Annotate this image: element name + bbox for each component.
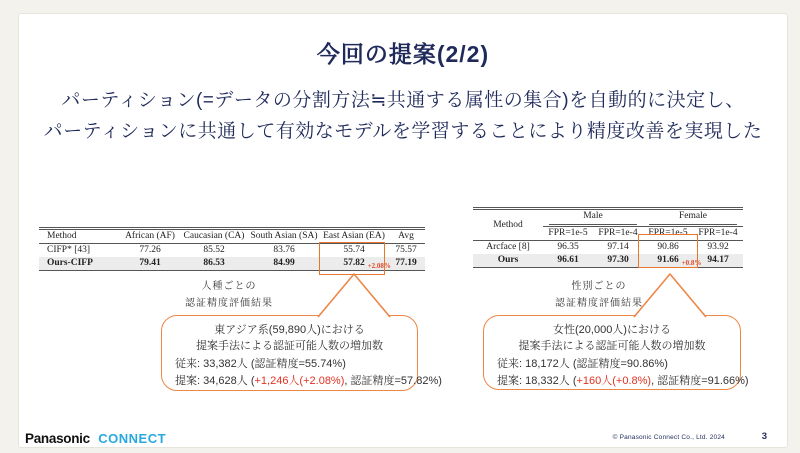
gender-row1-m4: 97.14: [607, 242, 629, 252]
gender-col-male-fpr5: FPR=1e-5: [543, 227, 593, 241]
slide-title: 今回の提案(2/2): [316, 41, 490, 67]
race-caption-line-2: 認証精度評価結果: [185, 298, 273, 309]
race-callout-proposed: 提案: 34,628人 (+1,246人(+2.08%), 認証精度=57.82%): [175, 375, 442, 387]
race-improvement-badge: +2.08%: [367, 261, 391, 270]
race-row2-sa: 84.99: [247, 257, 321, 271]
table-row: [473, 254, 743, 268]
gender-col-female-fpr5: FPR=1e-5: [643, 227, 693, 241]
callout-pointer-up: [316, 272, 392, 318]
gender-increase-value: +160人(+0.8%): [576, 375, 652, 387]
gender-row2-method: Ours: [473, 254, 543, 268]
gender-row2-f5: [643, 254, 702, 268]
race-callout-bubble: [161, 315, 442, 391]
gender-callout-conventional: 従来: 18,172人 (認証精度=90.86%): [497, 358, 668, 370]
slide: [18, 13, 788, 448]
race-row1-ca: 85.52: [203, 245, 225, 255]
gender-row2-m5: 96.61: [543, 254, 593, 268]
race-row1-method: CIFP* [43]: [47, 245, 91, 255]
race-row2-method: Ours-CIFP: [39, 257, 119, 271]
gender-callout-proposed: 提案: 18,332人 (+160人(+0.8%), 認証精度=91.66%): [497, 375, 749, 387]
race-row2-ca: 86.53: [181, 257, 247, 271]
race-accuracy-table: [39, 227, 425, 271]
race-table-caption: [129, 278, 329, 312]
race-caption-line-1: 人種ごとの: [201, 281, 257, 292]
gender-caption-line-1: 性別ごとの: [571, 281, 627, 292]
callout-pointer-up: [632, 272, 708, 318]
logo-panasonic-text: Panasonic: [25, 431, 90, 446]
race-row1-af: 77.26: [139, 245, 161, 255]
gender-row2-f5-value: 91.66: [657, 255, 679, 265]
lead-line-2: パーティションに共通して有効なモデルを学習することにより精度改善を実現した: [43, 120, 763, 142]
race-row2-avg: 77.19: [387, 257, 425, 271]
gender-row1-method: Arcface [8]: [486, 242, 530, 252]
gender-table-group-row: [473, 209, 743, 227]
gender-improvement-badge: +0.8%: [681, 258, 702, 267]
race-row2-ea: [321, 257, 391, 271]
race-row1-ea: 55.74: [343, 245, 365, 255]
gender-col-method: Method: [473, 209, 543, 241]
gender-row1-m5: 96.35: [557, 242, 579, 252]
slide-lead-text: [19, 86, 787, 148]
gender-col-female-fpr4: FPR=1e-4: [693, 227, 743, 241]
gender-row2-m4: 97.30: [593, 254, 643, 268]
gender-callout-bubble: [483, 315, 749, 390]
page-number: 3: [761, 431, 767, 442]
gender-group-male: Male: [543, 209, 643, 227]
race-callout-heading: 東アジア系(59,890人)における 提案手法による認証可能人数の増加数: [196, 324, 383, 352]
race-col-african: African (AF): [119, 229, 181, 244]
gender-accuracy-table: [473, 207, 743, 268]
race-row1-avg: 75.57: [395, 245, 417, 255]
race-row2-af: 79.41: [119, 257, 181, 271]
race-table-header-row: [39, 229, 425, 244]
race-callout-conventional: 従来: 33,382人 (認証精度=55.74%): [175, 358, 346, 370]
copyright-text: © Panasonic Connect Co., Ltd. 2024: [612, 434, 725, 441]
race-row2-ea-value: 57.82: [343, 258, 365, 268]
table-row: [473, 241, 743, 255]
logo-connect-text: CONNECT: [98, 431, 167, 446]
gender-row1-f5: 90.86: [657, 242, 679, 252]
race-col-avg: Avg: [387, 229, 425, 244]
table-row: [39, 244, 425, 258]
gender-row2-f4: 94.17: [693, 254, 743, 268]
race-col-caucasian: Caucasian (CA): [181, 229, 247, 244]
gender-accuracy-table-wrap: [473, 207, 743, 268]
gender-caption-line-2: 認証精度評価結果: [555, 298, 643, 309]
race-increase-value: +1,246人(+2.08%): [254, 375, 345, 387]
gender-row1-f4: 93.92: [707, 242, 729, 252]
lead-line-1: パーティション(=データの分割方法≒共通する属性の集合)を自動的に決定し、: [61, 90, 745, 111]
race-row1-sa: 83.76: [273, 245, 295, 255]
panasonic-connect-logo: [25, 430, 166, 448]
race-accuracy-table-wrap: [39, 227, 425, 271]
gender-group-female: Female: [643, 209, 743, 227]
race-col-east-asian: East Asian (EA): [321, 229, 387, 244]
race-col-south-asian: South Asian (SA): [247, 229, 321, 244]
gender-callout-heading: 女性(20,000人)における 提案手法による認証可能人数の増加数: [518, 324, 706, 352]
race-col-method: Method: [39, 229, 119, 244]
table-row: [39, 257, 425, 271]
gender-col-male-fpr4: FPR=1e-4: [593, 227, 643, 241]
